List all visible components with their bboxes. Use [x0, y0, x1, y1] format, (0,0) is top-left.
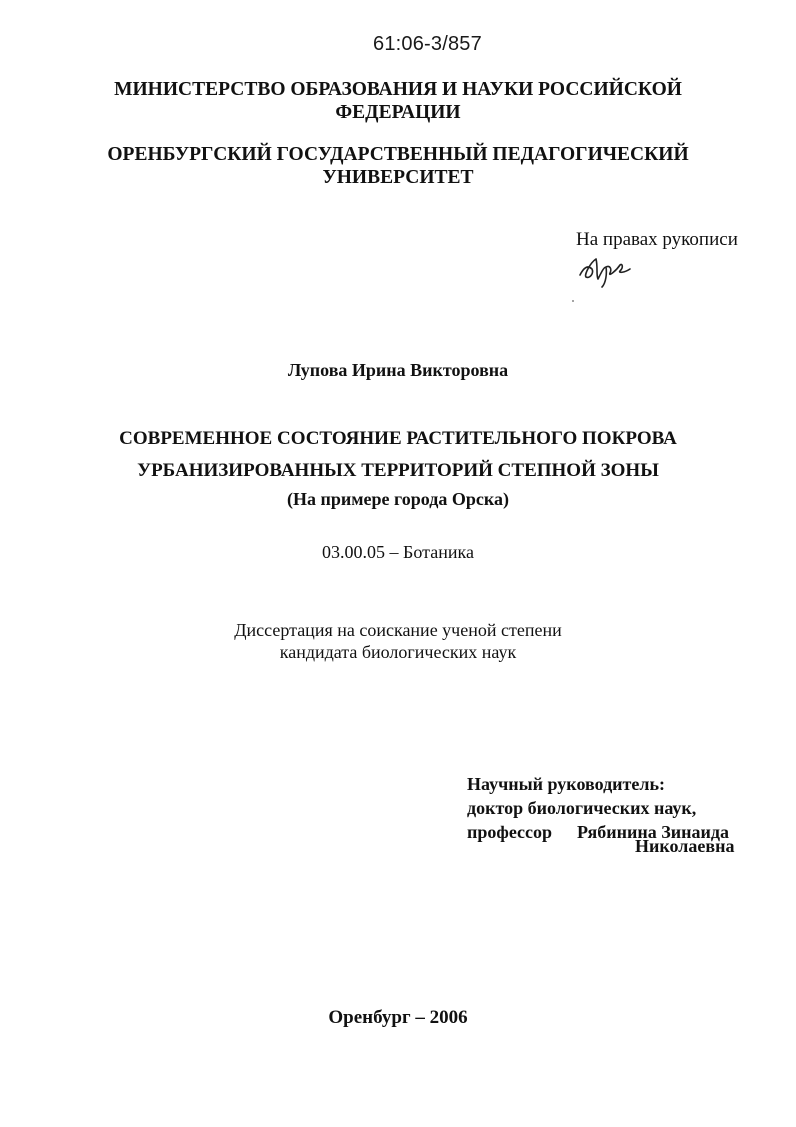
ministry-line-1: МИНИСТЕРСТВО ОБРАЗОВАНИЯ И НАУКИ РОССИЙСКОЙ — [114, 79, 682, 100]
city-year: Оренбург – 2006 — [328, 1007, 468, 1028]
supervisor-block — [467, 772, 735, 856]
degree-line-1: Диссертация на соискание ученой степени — [234, 620, 562, 640]
supervisor-name-line-2: Николаевна — [635, 836, 735, 856]
university-heading — [0, 143, 796, 189]
specialty-code: 03.00.05 – Ботаника — [322, 542, 474, 562]
manuscript-rights: На правах рукописи — [576, 229, 738, 250]
title-subtitle: (На примере города Орска) — [287, 489, 509, 509]
title-line-2: УРБАНИЗИРОВАННЫХ ТЕРРИТОРИЙ СТЕПНОЙ ЗОНЫ — [137, 460, 659, 481]
supervisor-rank: профессор — [467, 822, 553, 842]
supervisor-degree: доктор биологических наук, — [467, 798, 697, 818]
supervisor-name-line-1: Рябинина Зинаида — [577, 822, 729, 842]
signature-icon — [576, 249, 646, 289]
dissertation-title — [0, 423, 796, 487]
document-code: 61:06-3/857 — [373, 33, 482, 55]
author-name: Лупова Ирина Викторовна — [287, 360, 509, 380]
university-line-2: УНИВЕРСИТЕТ — [322, 167, 474, 188]
ministry-line-2: ФЕДЕРАЦИИ — [335, 102, 461, 123]
supervisor-label: Научный руководитель: — [467, 774, 665, 794]
degree-line-2: кандидата биологических наук — [279, 642, 517, 662]
speck — [572, 300, 574, 302]
title-line-1: СОВРЕМЕННОЕ СОСТОЯНИЕ РАСТИТЕЛЬНОГО ПОКРОВА — [119, 428, 677, 449]
degree-statement — [0, 619, 796, 663]
university-line-1: ОРЕНБУРГСКИЙ ГОСУДАРСТВЕННЫЙ ПЕДАГОГИЧЕСКИЙ — [107, 144, 689, 165]
ministry-heading — [0, 78, 796, 124]
